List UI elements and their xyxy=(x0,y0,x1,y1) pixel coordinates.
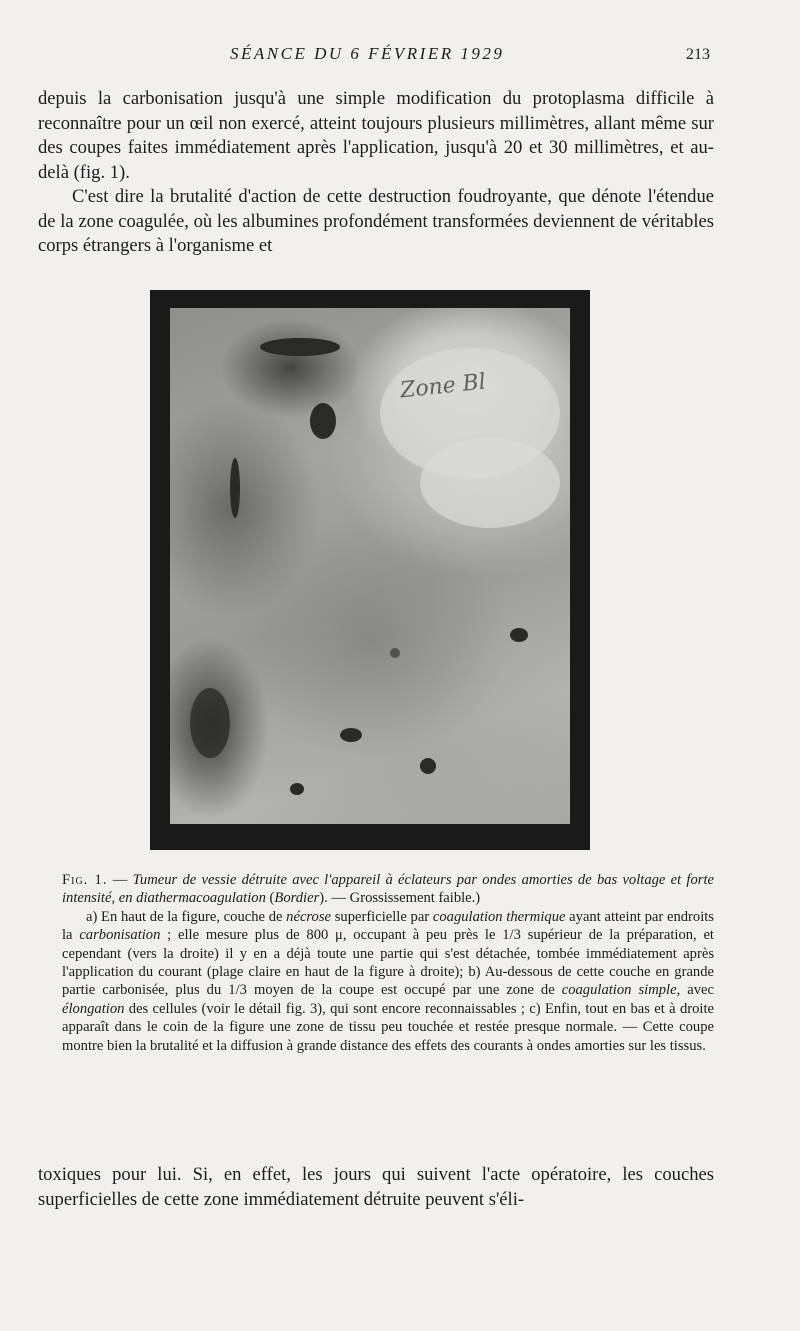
legend-segment: ayant atteint par endroits la xyxy=(62,908,714,944)
paragraph-1-text: depuis la carbonisation jusqu'à une simple modification du protoplasma difficile à reconnaître pour un œil non exercé, atteint toujours plusieurs millimètres, allant même sur des coupes faites immédiatement après l'application, jusqu'à 20 et 30 millimètres, et au-delà (fig. 1). xyxy=(38,88,714,183)
caption-legend xyxy=(62,908,714,1055)
caption-dash: — xyxy=(107,872,133,888)
micrograph-photo xyxy=(170,308,570,824)
photo-annotation: Zone Bl xyxy=(398,369,487,404)
legend-segment: nécrose xyxy=(286,908,332,925)
page-number: 213 xyxy=(686,46,710,63)
figure-1 xyxy=(150,290,590,850)
legend-segment: ; elle mesure plus de 800 μ, occupant à peu près le 1/3 supérieur de la préparation, et cependant (vers la droite) il y en a déjà toute une partie qui s'est détachée, tombée immédiatement après l'application du courant (plage claire en haut de la figure à droite); b) Au-dessous de cette couche en grande partie carbonisée, plus du 1/3 moyen de la coupe est occupé par une zone de xyxy=(62,927,714,999)
legend-segment: superficielle par xyxy=(331,908,433,925)
caption-title: Tumeur de vessie détruite avec l'appareil à éclateurs par ondes amorties de bas voltage et forte intensité, en diathermacoagulation xyxy=(62,872,714,907)
caption-author: Bordier xyxy=(274,890,320,907)
paragraph-2 xyxy=(38,185,714,259)
legend-segment: coagulation simple xyxy=(561,982,677,999)
figure-caption xyxy=(62,871,714,1055)
legend-segment: a) En haut de la figure, couche de xyxy=(86,908,287,925)
legend-segment: , avec xyxy=(676,982,714,999)
running-title: SÉANCE DU 6 FÉVRIER 1929 xyxy=(230,44,505,63)
caption-author-open: ( xyxy=(265,890,275,907)
caption-author-close: ). — Grossissement faible.) xyxy=(319,890,481,907)
caption-label: Fig. 1. xyxy=(62,872,108,888)
legend-segment: carbonisation xyxy=(79,927,161,944)
paragraph-3 xyxy=(38,1163,714,1212)
paragraph-1 xyxy=(38,87,714,185)
legend-segment: coagulation thermique xyxy=(432,908,566,925)
legend-segment: des cellules (voir le détail fig. 3), qui sont encore reconnaissables ; c) Enfin, tout en bas et à droite apparaît dans le coin de la figure une zone de tissu peu touchée et restée presque normale. — Cette coupe montre bien la brutalité et la diffusion à grande distance des effets des courants à ondes amorties sur les tissus. xyxy=(62,1000,714,1054)
running-head xyxy=(0,44,800,70)
legend-segment: élongation xyxy=(62,1000,125,1017)
paragraph-2-text: C'est dire la brutalité d'action de cette destruction foudroyante, que dénote l'étendue de la zone coagulée, où les albumines profondément transformées deviennent de véritables corps étrangers à l'organisme et xyxy=(38,186,714,257)
caption-title-line xyxy=(62,871,714,908)
paragraph-3-text: toxiques pour lui. Si, en effet, les jours qui suivent l'acte opératoire, les couches superficielles de cette zone immédiatement détruite peuvent s'éli- xyxy=(38,1164,714,1210)
